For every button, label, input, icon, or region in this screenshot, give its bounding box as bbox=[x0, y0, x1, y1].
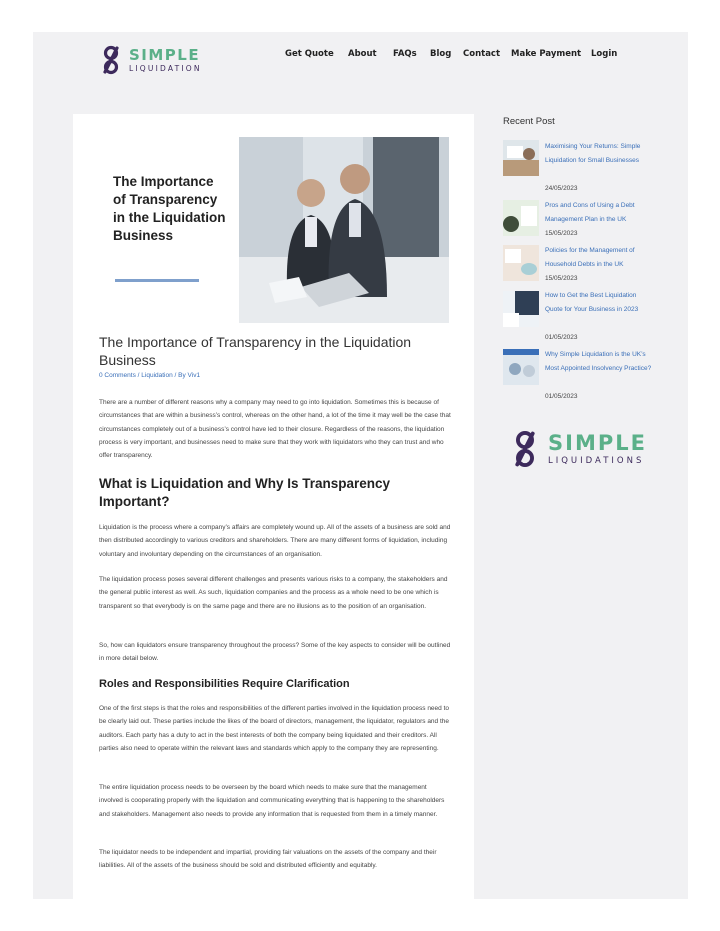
post-link[interactable]: Why Simple Liquidation is the UK’s Most Appointed Insolvency Practice? bbox=[545, 351, 652, 373]
logo-line1: SIMPLE bbox=[129, 45, 201, 64]
nav-faqs[interactable]: FAQs bbox=[393, 49, 417, 59]
post-link[interactable]: How to Get the Best Liquidation Quote for Your Business in 2023 bbox=[545, 292, 639, 314]
hero-title-line-4: Business bbox=[113, 228, 174, 243]
comments-link[interactable]: 0 Comments bbox=[99, 372, 136, 379]
recent-post-heading: Recent Post bbox=[503, 116, 555, 127]
hero-image bbox=[73, 137, 449, 323]
nav-about[interactable]: About bbox=[348, 49, 377, 59]
paragraph-2: The liquidation process poses several different challenges and presents various risks to a company, the stakeholders and the general public interest as well. As such, liquidation companies and the process as a whole need to be one which is transparent so that everybody is on the same page and there are no illusions as to the position of an organisation. bbox=[99, 576, 448, 610]
post-date: 15/05/2023 bbox=[545, 275, 578, 282]
nav-login[interactable]: Login bbox=[591, 49, 618, 59]
author-link[interactable]: Viv1 bbox=[187, 372, 201, 379]
paragraph-5: The entire liquidation process needs to be overseen by the board which needs to make sure that the management involved is cooperating properly with the liquidation and communicating everything that is happening to the shareholders and stakeholders. Management also needs to provide any information that is requested from them in a timely manner. bbox=[99, 784, 445, 818]
page-frame bbox=[33, 32, 688, 899]
hero-title-line-1: The Importance bbox=[113, 174, 214, 189]
logo-mark-icon bbox=[97, 44, 125, 76]
post-thumbnail[interactable] bbox=[503, 349, 539, 385]
post-thumbnail[interactable] bbox=[503, 140, 539, 176]
nav-get-quote[interactable]: Get Quote bbox=[285, 49, 334, 59]
sidebar-logo-line2: LIQUIDATIONS bbox=[548, 455, 645, 466]
post-thumbnail[interactable] bbox=[503, 200, 539, 236]
hero-title-line-3: in the Liquidation bbox=[113, 210, 226, 225]
site-logo[interactable] bbox=[97, 44, 202, 76]
paragraph-3: So, how can liquidators ensure transparency throughout the process? Some of the key aspects to consider will be outlined in more detail below. bbox=[99, 642, 451, 663]
logo-mark-icon bbox=[507, 428, 543, 470]
paragraph-6: The liquidator needs to be independent and impartial, providing fair valuations on the assets of the company and their liabilities. All of the assets of the business should be sold and distributed efficiently and equitably. bbox=[99, 849, 437, 870]
paragraph-4: One of the first steps is that the roles and responsibilities of the different parties involved in the liquidation process need to be clearly laid out. These parties include the likes of the board of directors, management, the liquidator, regulators and the auditors. Each party has a duty to act in the best interests of both the company being liquidated and their creditors. All parties also need to operate within the relevant laws and standards which apply to the company they are representing. bbox=[99, 705, 450, 752]
post-thumbnail[interactable] bbox=[503, 245, 539, 281]
meta-by: / By bbox=[172, 372, 188, 379]
post-thumbnail[interactable] bbox=[503, 291, 539, 327]
sidebar-logo-line1: SIMPLE bbox=[548, 430, 647, 455]
section-heading: What is Liquidation and Why Is Transparency Important? bbox=[99, 476, 391, 509]
post-date: 15/05/2023 bbox=[545, 230, 578, 237]
nav-make-payment[interactable]: Make Payment bbox=[511, 49, 582, 59]
post-date: 24/05/2023 bbox=[545, 185, 578, 192]
nav-blog[interactable]: Blog bbox=[430, 49, 452, 59]
category-link[interactable]: Liquidation bbox=[141, 372, 173, 379]
post-date: 01/05/2023 bbox=[545, 334, 578, 341]
sidebar-logo[interactable] bbox=[507, 428, 647, 470]
intro-paragraph: There are a number of different reasons why a company may need to go into liquidation. Sometimes this is because of circumstances that are within a business’s control, whereas on the other hand, a lot of the time it may well be the case that circumstances completely out of a business’s control have led to their closure. Regardless of the reasons, the liquidation process is very important, and businesses need to make sure that they work with liquidators who they can trust and who offer transparency. bbox=[99, 399, 451, 460]
meta-separator: / bbox=[135, 372, 142, 379]
paragraph-1: Liquidation is the process where a company’s affairs are completely wound up. All of the assets of a business are sold and then distributed accordingly to various creditors and shareholders. There are many different forms of liquidation, including voluntary and involuntary depending on the circumstances of an organisation. bbox=[99, 524, 451, 558]
subsection-heading: Roles and Responsibilities Require Clarification bbox=[99, 678, 350, 690]
post-date: 01/05/2023 bbox=[545, 393, 578, 400]
article-title: The Importance of Transparency in the Liquidation Business bbox=[99, 334, 412, 368]
logo-line2: LIQUIDATION bbox=[129, 63, 202, 73]
post-meta bbox=[99, 372, 200, 379]
post-link[interactable]: Policies for the Management of Household Debts in the UK bbox=[545, 247, 635, 269]
post-link[interactable]: Maximising Your Returns: Simple Liquidation for Small Businesses bbox=[545, 143, 641, 165]
post-link[interactable]: Pros and Cons of Using a Debt Management Plan in the UK bbox=[545, 202, 635, 224]
hero-title-line-2: of Transparency bbox=[113, 192, 218, 207]
nav-contact[interactable]: Contact bbox=[463, 49, 501, 59]
